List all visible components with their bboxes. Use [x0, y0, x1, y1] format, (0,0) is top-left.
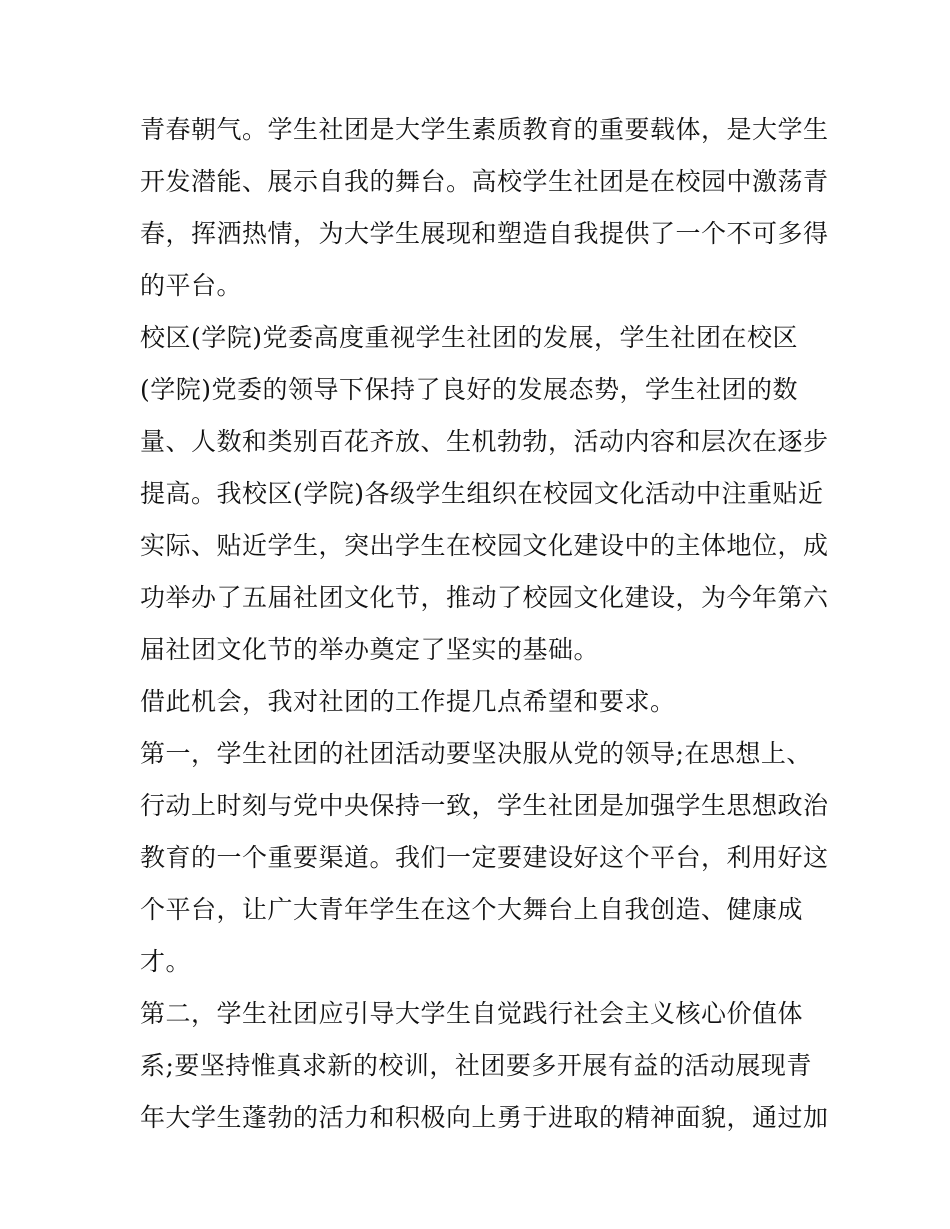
text-line: 的平台。: [140, 271, 243, 300]
text-line: 功举办了五届社团文化节，推动了校园文化建设，为今年第六: [140, 583, 829, 612]
text-line: 借此机会，我对社团的工作提几点希望和要求。: [140, 687, 676, 716]
text-line: 实际、贴近学生，突出学生在校园文化建设中的主体地位，成: [140, 531, 829, 560]
text-line: 年大学生蓬勃的活力和积极向上勇于进取的精神面貌，通过加: [140, 1103, 829, 1132]
text-line: 提高。我校区(学院)各级学生组织在校园文化活动中注重贴近: [140, 479, 824, 508]
text-line: 校区(学院)党委高度重视学生社团的发展，学生社团在校区: [140, 323, 799, 352]
text-line: 量、人数和类别百花齐放、生机勃勃，活动内容和层次在逐步: [140, 427, 829, 456]
text-line: 春，挥洒热情，为大学生展现和塑造自我提供了一个不可多得: [140, 219, 829, 248]
text-line: 开发潜能、展示自我的舞台。高校学生社团是在校园中激荡青: [140, 167, 829, 196]
text-line: 行动上时刻与党中央保持一致，学生社团是加强学生思想政治: [140, 791, 829, 820]
text-line: (学院)党委的领导下保持了良好的发展态势，学生社团的数: [140, 375, 799, 404]
text-line: 系;要坚持惟真求新的校训，社团要多开展有益的活动展现青: [140, 1051, 812, 1080]
text-line: 第一，学生社团的社团活动要坚决服从党的领导;在思想上、: [140, 739, 812, 768]
text-line: 教育的一个重要渠道。我们一定要建设好这个平台，利用好这: [140, 843, 829, 872]
text-line: 才。: [140, 947, 192, 976]
text-line: 个平台，让广大青年学生在这个大舞台上自我创造、健康成: [140, 895, 804, 924]
text-line: 青春朝气。学生社团是大学生素质教育的重要载体，是大学生: [140, 115, 829, 144]
text-line: 第二，学生社团应引导大学生自觉践行社会主义核心价值体: [140, 999, 804, 1028]
text-line: 届社团文化节的举办奠定了坚实的基础。: [140, 635, 600, 664]
document-body: [140, 104, 829, 1144]
